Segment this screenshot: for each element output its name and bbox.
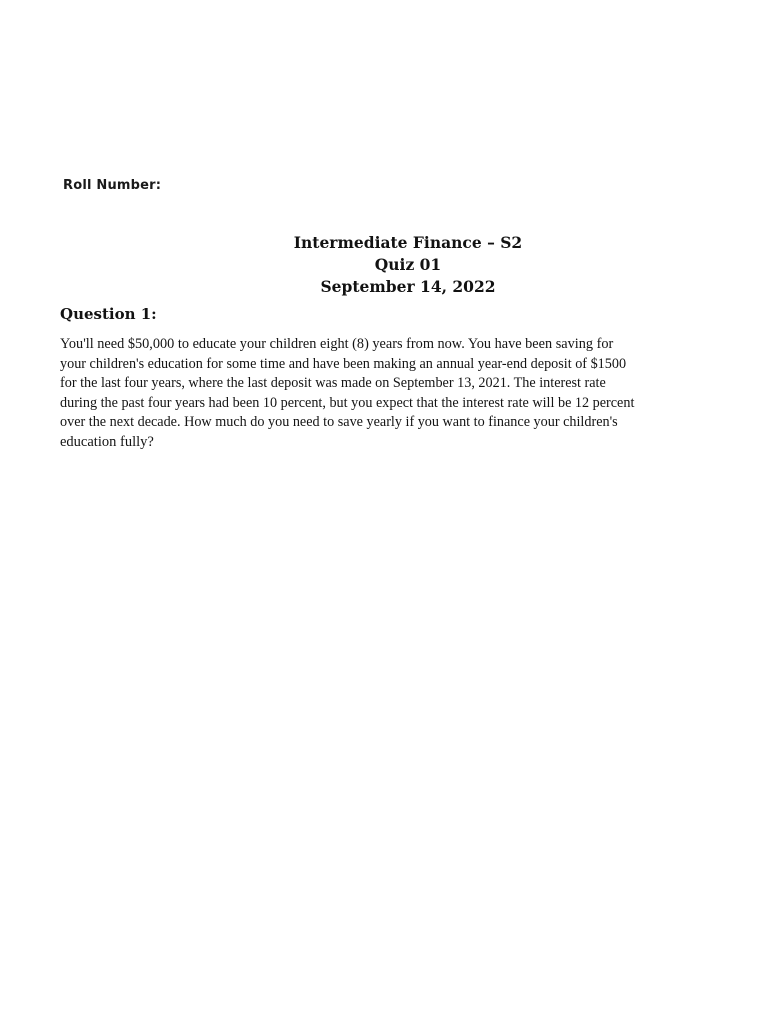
- question-line: your children's education for some time and have been making an annual year-end deposit of $1500: [60, 355, 627, 372]
- roll-number-label: Roll Number:: [63, 178, 162, 193]
- question-line: over the next decade. How much do you need to save yearly if you want to finance your children's: [60, 414, 618, 430]
- quiz-header: [248, 232, 568, 298]
- quiz-title: Quiz 01: [374, 255, 442, 274]
- quiz-date: September 14, 2022: [320, 277, 496, 296]
- question-line: during the past four years had been 10 percent, but you expect that the interest rate will be 12 percent: [60, 394, 635, 411]
- question-line: You'll need $50,000 to educate your children eight (8) years from now. You have been saving for: [60, 336, 614, 352]
- question-text: [60, 335, 720, 452]
- question-line: for the last four years, where the last deposit was made on September 13, 2021. The interest rate: [60, 375, 606, 391]
- question-label: Question 1:: [60, 305, 157, 323]
- question-line: education fully?: [60, 433, 154, 450]
- course-title: Intermediate Finance – S2: [293, 233, 523, 252]
